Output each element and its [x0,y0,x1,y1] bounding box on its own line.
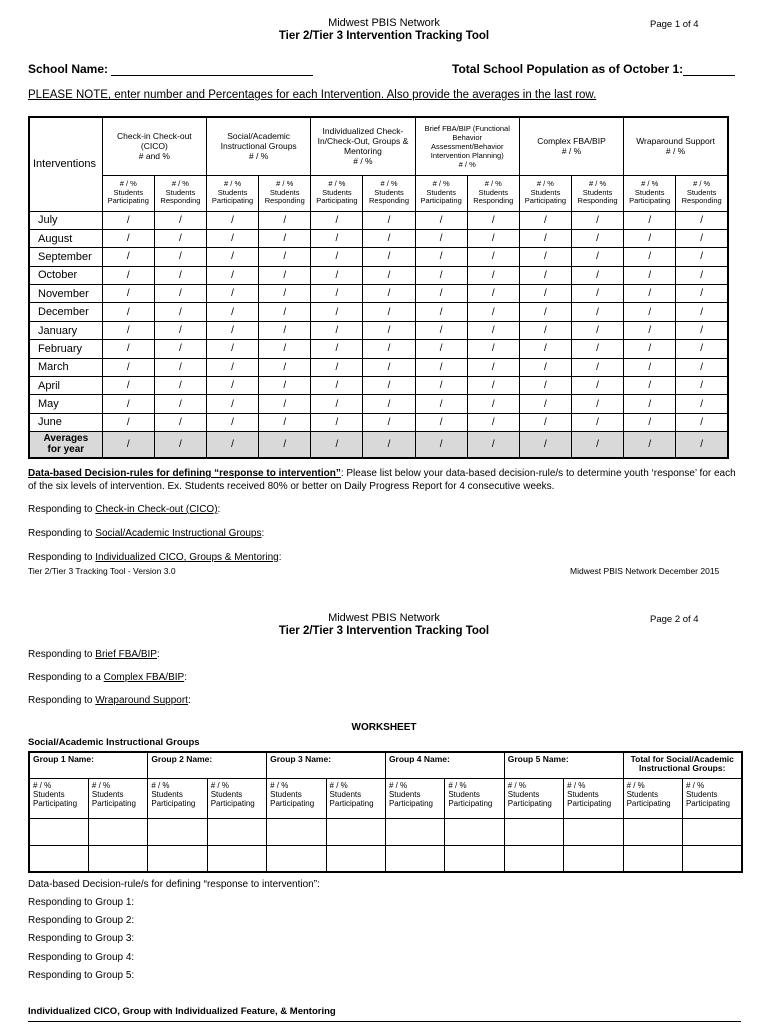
entry-cell[interactable]: / [259,413,311,431]
entry-cell[interactable]: / [624,266,676,284]
responding-individualized[interactable]: Responding to Individualized CICO, Groups & Mentoring: [28,552,282,563]
interventions-header: Interventions [29,117,102,211]
entry-cell[interactable]: / [363,395,415,413]
worksheet-group-name-1[interactable]: Group 1 Name: [29,752,148,778]
entry-cell[interactable]: / [207,229,259,247]
group-header-social-academic: Social/Academic Instructional Groups # / % [207,117,311,175]
entry-cell[interactable]: / [519,413,571,431]
entry-cell[interactable]: / [102,303,154,321]
entry-cell[interactable]: / [363,377,415,395]
school-name-input-line[interactable] [111,63,313,76]
worksheet-entry-cell[interactable] [445,845,504,872]
entry-cell[interactable]: / [102,266,154,284]
month-label: May [29,395,102,413]
school-name-field[interactable] [28,62,313,76]
entry-cell[interactable]: / [207,211,259,229]
sub-header-participating: # / % Students Participating [311,175,363,211]
entry-cell[interactable]: / [311,303,363,321]
worksheet-sub-header: # / % Students Participating [504,778,563,818]
entry-cell[interactable]: / [311,358,363,376]
worksheet-entry-cell[interactable] [504,818,563,845]
entry-cell[interactable]: / [311,340,363,358]
entry-cell[interactable]: / [572,248,624,266]
month-label: September [29,248,102,266]
entry-cell[interactable]: / [154,266,206,284]
worksheet-entry-row[interactable] [29,818,742,845]
worksheet-group-name-2[interactable]: Group 2 Name: [148,752,267,778]
entry-cell[interactable]: / [102,340,154,358]
entry-cell[interactable]: / [624,358,676,376]
entry-cell[interactable]: / [154,395,206,413]
worksheet-group-name-3[interactable]: Group 3 Name: [267,752,386,778]
entry-cell[interactable]: / [311,285,363,303]
sub-header-row [29,175,728,211]
average-cell[interactable]: / [676,432,728,458]
worksheet-entry-cell[interactable] [88,818,147,845]
entry-cell[interactable]: / [572,395,624,413]
footer-right: Midwest PBIS Network December 2015 [570,566,720,576]
month-label: April [29,377,102,395]
average-cell[interactable]: / [102,432,154,458]
average-cell[interactable]: / [259,432,311,458]
entry-cell[interactable]: / [519,303,571,321]
worksheet-sub-header: # / % Students Participating [148,778,207,818]
worksheet-sub-header: # / % Students Participating [29,778,88,818]
decision-rules-paragraph [28,467,742,493]
responding-cico[interactable]: Responding to Check-in Check-out (CICO): [28,504,221,515]
entry-cell[interactable]: / [519,211,571,229]
entry-cell[interactable]: / [207,377,259,395]
entry-cell[interactable]: / [467,358,519,376]
entry-cell[interactable]: / [415,285,467,303]
entry-cell[interactable]: / [415,321,467,339]
page-number: Page 1 of 4 [650,19,699,30]
worksheet-entry-cell[interactable] [682,845,741,872]
entry-cell[interactable]: / [415,413,467,431]
group-header-complex-fba: Complex FBA/BIP # / % [519,117,623,175]
entry-cell[interactable]: / [415,377,467,395]
entry-cell[interactable]: / [259,358,311,376]
entry-cell[interactable]: / [207,358,259,376]
month-row [29,413,728,431]
bottom-section-heading: Individualized CICO, Group with Individualized Feature, & Mentoring [28,1006,336,1017]
entry-cell[interactable]: / [207,321,259,339]
entry-cell[interactable]: / [363,303,415,321]
responding-group-3[interactable]: Responding to Group 3: [28,933,135,945]
worksheet-sub-header: # / % Students Participating [564,778,623,818]
entry-cell[interactable]: / [519,285,571,303]
worksheet-sub-header: # / % Students Participating [623,778,682,818]
entry-cell[interactable]: / [154,229,206,247]
sub-header-responding: # / % Students Responding [259,175,311,211]
entry-cell[interactable]: / [572,211,624,229]
responding-wraparound[interactable]: Responding to Wraparound Support: [28,695,191,706]
entry-cell[interactable]: / [467,229,519,247]
responding-brief-fba[interactable]: Responding to Brief FBA/BIP: [28,649,160,660]
worksheet-group-row [29,752,742,778]
month-row [29,229,728,247]
entry-cell[interactable]: / [311,413,363,431]
sub-header-participating: # / % Students Participating [102,175,154,211]
entry-cell[interactable]: / [363,266,415,284]
entry-cell[interactable]: / [676,285,728,303]
page2-page-number: Page 2 of 4 [650,614,699,625]
entry-cell[interactable]: / [467,248,519,266]
month-row [29,248,728,266]
entry-cell[interactable]: / [519,395,571,413]
month-label: October [29,266,102,284]
entry-cell[interactable]: / [102,211,154,229]
average-cell[interactable]: / [467,432,519,458]
responding-complex-fba[interactable]: Responding to a Complex FBA/BIP: [28,672,187,683]
averages-label: Averages for year [29,432,102,458]
entry-cell[interactable]: / [154,377,206,395]
averages-row [29,432,728,458]
entry-cell[interactable]: / [519,377,571,395]
worksheet-table [28,751,743,873]
worksheet-entry-cell[interactable] [623,845,682,872]
entry-cell[interactable]: / [572,285,624,303]
population-label: Total School Population as of October 1: [452,62,684,76]
worksheet-entry-cell[interactable] [326,818,385,845]
entry-cell[interactable]: / [259,248,311,266]
worksheet-sub-header: # / % Students Participating [207,778,266,818]
entry-cell[interactable]: / [259,377,311,395]
month-row [29,358,728,376]
group-header-wraparound: Wraparound Support # / % [624,117,728,175]
entry-cell[interactable]: / [676,211,728,229]
entry-cell[interactable]: / [572,377,624,395]
sub-header-responding: # / % Students Responding [154,175,206,211]
worksheet-entry-cell[interactable] [148,845,207,872]
month-row [29,266,728,284]
month-label: December [29,303,102,321]
worksheet-entry-cell[interactable] [682,818,741,845]
entry-cell[interactable]: / [467,285,519,303]
entry-cell[interactable]: / [363,358,415,376]
worksheet-sub-header-row [29,778,742,818]
entry-cell[interactable]: / [154,285,206,303]
entry-cell[interactable]: / [415,211,467,229]
decision-rules-heading: Data-based Decision-rules for defining “response to intervention” [28,468,341,479]
entry-cell[interactable]: / [363,340,415,358]
entry-cell[interactable]: / [311,377,363,395]
worksheet-sub-header: # / % Students Participating [267,778,326,818]
entry-cell[interactable]: / [572,321,624,339]
entry-cell[interactable]: / [572,340,624,358]
worksheet-sub-header: # / % Students Participating [385,778,444,818]
month-row [29,321,728,339]
page-title: Tier 2/Tier 3 Intervention Tracking Tool [278,30,490,42]
entry-cell[interactable]: / [363,285,415,303]
worksheet-entry-cell[interactable] [29,845,88,872]
entry-cell[interactable]: / [311,211,363,229]
entry-cell[interactable]: / [519,248,571,266]
entry-cell[interactable]: / [154,358,206,376]
entry-cell[interactable]: / [467,211,519,229]
sub-header-responding: # / % Students Responding [363,175,415,211]
month-label: January [29,321,102,339]
entry-cell[interactable]: / [415,303,467,321]
entry-cell[interactable]: / [676,303,728,321]
worksheet-entry-cell[interactable] [207,845,266,872]
entry-cell[interactable]: / [259,266,311,284]
entry-cell[interactable]: / [311,229,363,247]
sub-header-responding: # / % Students Responding [572,175,624,211]
month-label: March [29,358,102,376]
worksheet-entry-cell[interactable] [207,818,266,845]
responding-group-4[interactable]: Responding to Group 4: [28,951,135,963]
entry-cell[interactable]: / [467,413,519,431]
month-row [29,211,728,229]
entry-cell[interactable]: / [311,395,363,413]
worksheet-decision-rules: Data-based Decision-rule/s for defining “response to intervention”: [28,879,320,890]
entry-cell[interactable]: / [519,358,571,376]
worksheet-entry-cell[interactable] [564,818,623,845]
entry-cell[interactable]: / [624,248,676,266]
entry-cell[interactable]: / [259,321,311,339]
entry-cell[interactable]: / [154,211,206,229]
entry-cell[interactable]: / [363,248,415,266]
sub-header-participating: # / % Students Participating [415,175,467,211]
population-field[interactable] [452,62,735,76]
responding-group-5[interactable]: Responding to Group 5: [28,969,135,981]
worksheet-sub-header: # / % Students Participating [445,778,504,818]
responding-group-1[interactable]: Responding to Group 1: [28,897,135,908]
entry-cell[interactable]: / [311,321,363,339]
entry-cell[interactable]: / [259,340,311,358]
entry-cell[interactable]: / [624,340,676,358]
month-label: February [29,340,102,358]
instruction-note: PLEASE NOTE, enter number and Percentages for each Intervention. Also provide the averages in the last row. [28,89,597,101]
worksheet-entry-cell[interactable] [385,845,444,872]
entry-cell[interactable]: / [259,211,311,229]
average-cell[interactable]: / [154,432,206,458]
entry-cell[interactable]: / [572,229,624,247]
entry-cell[interactable]: / [624,229,676,247]
entry-cell[interactable]: / [207,340,259,358]
sub-header-responding: # / % Students Responding [467,175,519,211]
entry-cell[interactable]: / [154,340,206,358]
worksheet-section-title: Social/Academic Instructional Groups [28,737,200,748]
month-label: August [29,229,102,247]
footer-left: Tier 2/Tier 3 Tracking Tool - Version 3.0 [28,566,176,576]
entry-cell[interactable]: / [102,229,154,247]
entry-cell[interactable]: / [624,413,676,431]
month-label: July [29,211,102,229]
worksheet-sub-header: # / % Students Participating [88,778,147,818]
sub-header-participating: # / % Students Participating [624,175,676,211]
entry-cell[interactable]: / [624,211,676,229]
group-header-individualized: Individualized Check-In/Check-Out, Groups & Mentoring # / % [311,117,415,175]
entry-cell[interactable]: / [102,358,154,376]
entry-cell[interactable]: / [102,377,154,395]
entry-cell[interactable]: / [624,303,676,321]
page2-org-name: Midwest PBIS Network [328,612,440,624]
entry-cell[interactable]: / [467,321,519,339]
sub-header-responding: # / % Students Responding [676,175,728,211]
entry-cell[interactable]: / [676,358,728,376]
worksheet-entry-cell[interactable] [385,818,444,845]
month-row [29,377,728,395]
worksheet-entry-cell[interactable] [29,818,88,845]
entry-cell[interactable]: / [259,229,311,247]
entry-cell[interactable]: / [572,266,624,284]
entry-cell[interactable]: / [102,395,154,413]
entry-cell[interactable]: / [207,285,259,303]
entry-cell[interactable]: / [207,303,259,321]
worksheet-entry-row[interactable] [29,845,742,872]
entry-cell[interactable]: / [415,248,467,266]
entry-cell[interactable]: / [102,285,154,303]
worksheet-entry-cell[interactable] [267,845,326,872]
worksheet-group-name-5[interactable]: Group 5 Name: [504,752,623,778]
month-row [29,303,728,321]
sub-header-participating: # / % Students Participating [207,175,259,211]
entry-cell[interactable]: / [467,303,519,321]
worksheet-entry-cell[interactable] [88,845,147,872]
worksheet-sub-header: # / % Students Participating [326,778,385,818]
month-label: June [29,413,102,431]
entry-cell[interactable]: / [259,395,311,413]
worksheet-entry-cell[interactable] [504,845,563,872]
average-cell[interactable]: / [415,432,467,458]
month-row [29,395,728,413]
entry-cell[interactable]: / [519,340,571,358]
worksheet-entry-cell[interactable] [148,818,207,845]
entry-cell[interactable]: / [676,340,728,358]
entry-cell[interactable]: / [207,248,259,266]
month-label: November [29,285,102,303]
month-row [29,340,728,358]
responding-social-academic[interactable]: Responding to Social/Academic Instructional Groups: [28,528,265,539]
entry-cell[interactable]: / [415,340,467,358]
worksheet-group-name-4[interactable]: Group 4 Name: [385,752,504,778]
average-cell[interactable]: / [363,432,415,458]
entry-cell[interactable]: / [154,248,206,266]
entry-cell[interactable]: / [311,248,363,266]
entry-cell[interactable]: / [676,229,728,247]
entry-cell[interactable]: / [676,248,728,266]
average-cell[interactable]: / [519,432,571,458]
entry-cell[interactable]: / [519,266,571,284]
worksheet-entry-cell[interactable] [326,845,385,872]
entry-cell[interactable]: / [467,266,519,284]
school-name-label: School Name: [28,62,109,76]
entry-cell[interactable]: / [519,229,571,247]
entry-cell[interactable]: / [624,395,676,413]
worksheet-entry-cell[interactable] [267,818,326,845]
sub-header-participating: # / % Students Participating [519,175,571,211]
group-header-brief-fba: Brief FBA/BIP (Functional Behavior Assessment/Behavior Intervention Planning) # / % [415,117,519,175]
entry-cell[interactable]: / [363,229,415,247]
entry-cell[interactable]: / [624,285,676,303]
entry-cell[interactable]: / [519,321,571,339]
group-header-cico: Check-in Check-out (CICO) # and % [102,117,206,175]
average-cell[interactable]: / [624,432,676,458]
entry-cell[interactable]: / [624,321,676,339]
worksheet-sub-header: # / % Students Participating [682,778,741,818]
worksheet-title: WORKSHEET [351,722,417,733]
entry-cell[interactable]: / [415,395,467,413]
org-name: Midwest PBIS Network [328,17,440,29]
average-cell[interactable]: / [207,432,259,458]
average-cell[interactable]: / [572,432,624,458]
entry-cell[interactable]: / [415,229,467,247]
entry-cell[interactable]: / [363,413,415,431]
intervention-tracking-table [28,116,729,459]
entry-cell[interactable]: / [676,377,728,395]
entry-cell[interactable]: / [467,395,519,413]
entry-cell[interactable]: / [207,395,259,413]
entry-cell[interactable]: / [363,321,415,339]
worksheet-entry-cell[interactable] [445,818,504,845]
entry-cell[interactable]: / [676,395,728,413]
month-row [29,285,728,303]
entry-cell[interactable]: / [207,266,259,284]
entry-cell[interactable]: / [676,321,728,339]
responding-group-2[interactable]: Responding to Group 2: [28,915,135,927]
entry-cell[interactable]: / [676,413,728,431]
population-input-line[interactable] [683,63,735,76]
entry-cell[interactable]: / [624,377,676,395]
entry-cell[interactable]: / [467,377,519,395]
entry-cell[interactable]: / [415,358,467,376]
page2-title: Tier 2/Tier 3 Intervention Tracking Tool [278,625,490,637]
entry-cell[interactable]: / [154,321,206,339]
entry-cell[interactable]: / [102,248,154,266]
entry-cell[interactable]: / [676,266,728,284]
entry-cell[interactable]: / [572,358,624,376]
bottom-divider [28,1021,741,1022]
decision-rules-text: : Please list below your data-based decision-rule/s to determine youth ‘response’ for each of the six levels of intervention. Ex. Students received 80% or better on Daily Progress Report for 4 consecutive weeks. [28,468,736,492]
entry-cell[interactable]: / [154,303,206,321]
entry-cell[interactable]: / [572,413,624,431]
average-cell[interactable]: / [311,432,363,458]
entry-cell[interactable]: / [102,321,154,339]
entry-cell[interactable]: / [311,266,363,284]
worksheet-total-header[interactable]: Total for Social/Academic Instructional Groups: [623,752,742,778]
entry-cell[interactable]: / [259,285,311,303]
entry-cell[interactable]: / [467,340,519,358]
entry-cell[interactable]: / [572,303,624,321]
entry-cell[interactable]: / [102,413,154,431]
entry-cell[interactable]: / [415,266,467,284]
worksheet-entry-cell[interactable] [623,818,682,845]
entry-cell[interactable]: / [207,413,259,431]
entry-cell[interactable]: / [154,413,206,431]
entry-cell[interactable]: / [363,211,415,229]
entry-cell[interactable]: / [259,303,311,321]
worksheet-entry-cell[interactable] [564,845,623,872]
